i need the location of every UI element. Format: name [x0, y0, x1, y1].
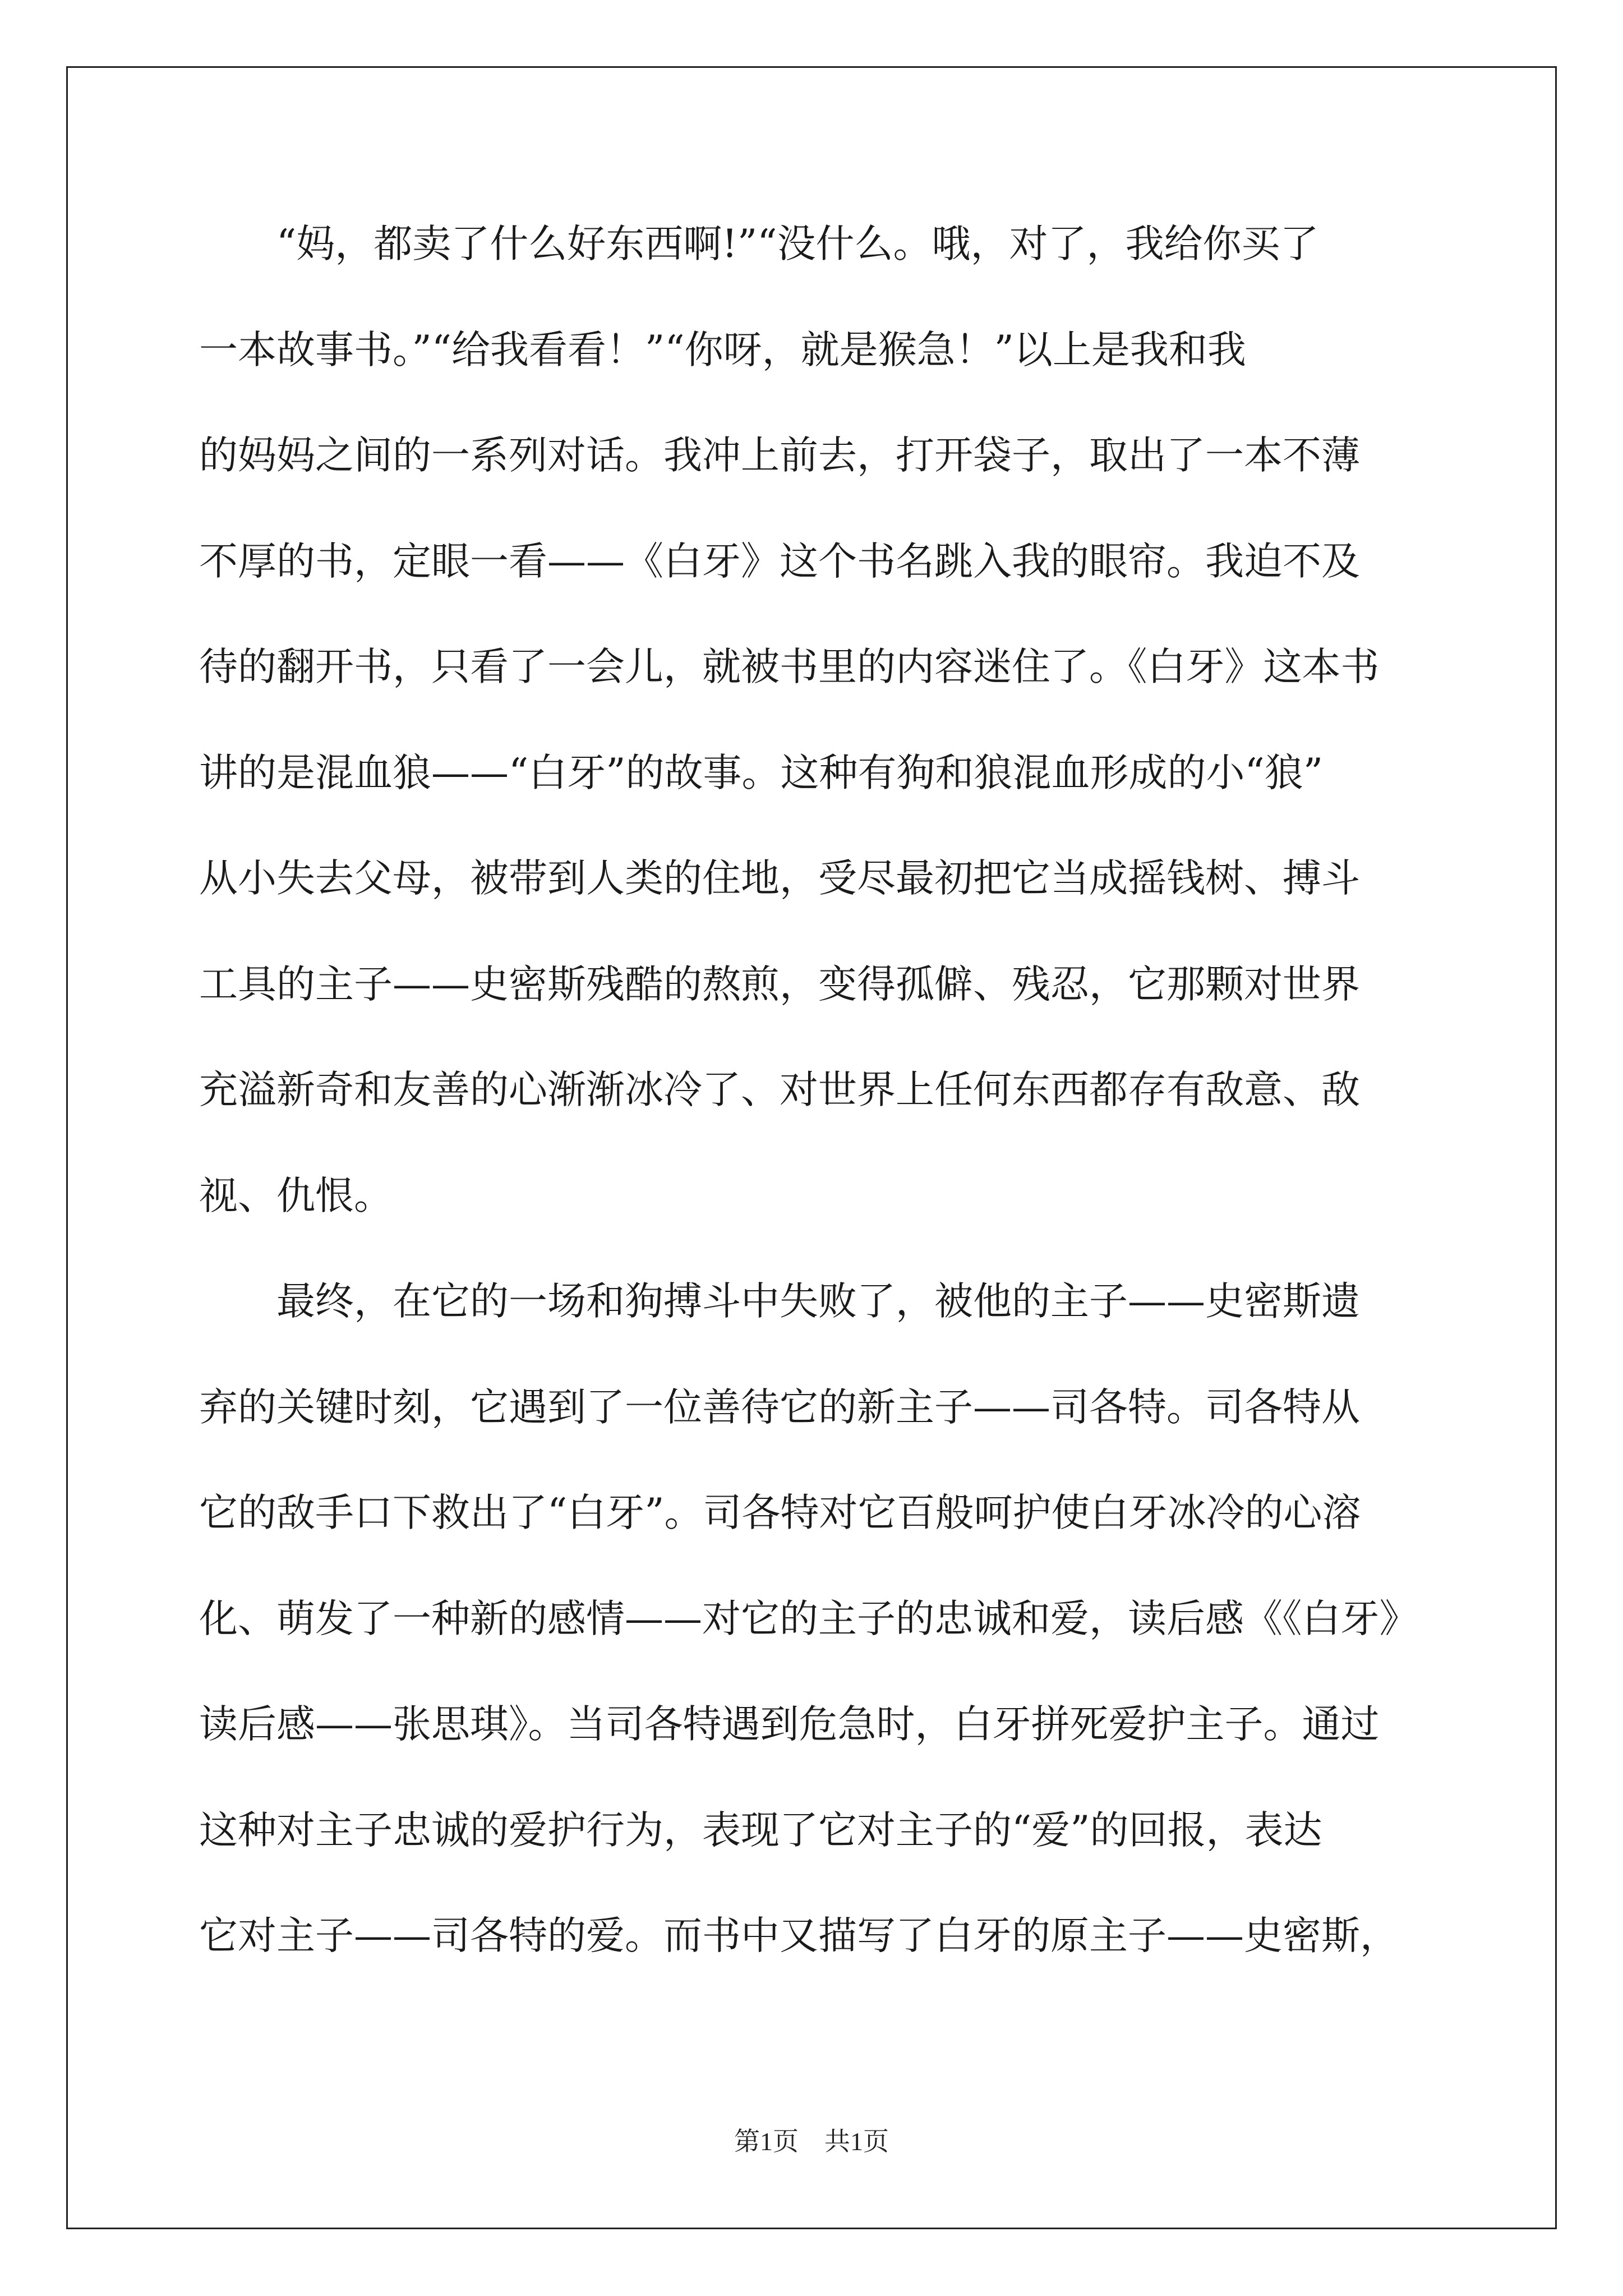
text-line: 工具的主子——史密斯残酷的熬煎，变得孤僻、残忍，它那颗对世界: [199, 961, 1360, 1007]
text-line: 它对主子——司各特的爱。而书中又描写了白牙的原主子——史密斯，: [199, 1913, 1399, 1958]
text-line: 最终，在它的一场和狗搏斗中失败了，被他的主子——史密斯遗: [276, 1279, 1360, 1324]
text-line: 化、萌发了一种新的感情——对它的主子的忠诚和爱，读后感《《白牙》: [199, 1596, 1418, 1641]
text-line: 它的敌手口下救出了“白牙”。司各特对它百般呵护使白牙冰冷的心溶: [199, 1490, 1361, 1535]
text-line: 的妈妈之间的一系列对话。我冲上前去，打开袋子，取出了一本不薄: [199, 433, 1360, 478]
text-line: 待的翻开书，只看了一会儿，就被书里的内容迷住了。《白牙》这本书: [199, 645, 1380, 689]
text-line: “妈，都卖了什么好东西啊!”“没什么。哦，对了，我给你买了: [276, 222, 1319, 266]
text-line: 充溢新奇和友善的心渐渐冰冷了、对世界上任何东西都存有敌意、敌: [199, 1068, 1360, 1112]
text-line: 讲的是混血狼——“白牙”的故事。这种有狗和狼混血形成的小“狼”: [199, 750, 1324, 795]
text-line: 读后感——张思琪》。当司各特遇到危急时，白牙拼死爱护主子。通过: [199, 1702, 1380, 1747]
text-line: 弃的关键时刻，它遇到了一位善待它的新主子——司各特。司各特从: [199, 1384, 1360, 1430]
text-line: 视、仇恨。: [199, 1173, 393, 1218]
text-line: 这种对主子忠诚的爱护行为，表现了它对主子的“爱”的回报，表达: [199, 1807, 1322, 1853]
text-line: 一本故事书。”“给我看看！”“你呀，就是猴急！”以上是我和我: [199, 327, 1246, 372]
text-line: 不厚的书，定眼一看——《白牙》这个书名跳入我的眼帘。我迫不及: [199, 539, 1360, 584]
document-body: [199, 219, 1433, 2017]
page-footer: 第1页 共1页: [734, 2127, 889, 2156]
text-line: 从小失去父母，被带到人类的住地，受尽最初把它当成摇钱树、搏斗: [199, 856, 1360, 901]
